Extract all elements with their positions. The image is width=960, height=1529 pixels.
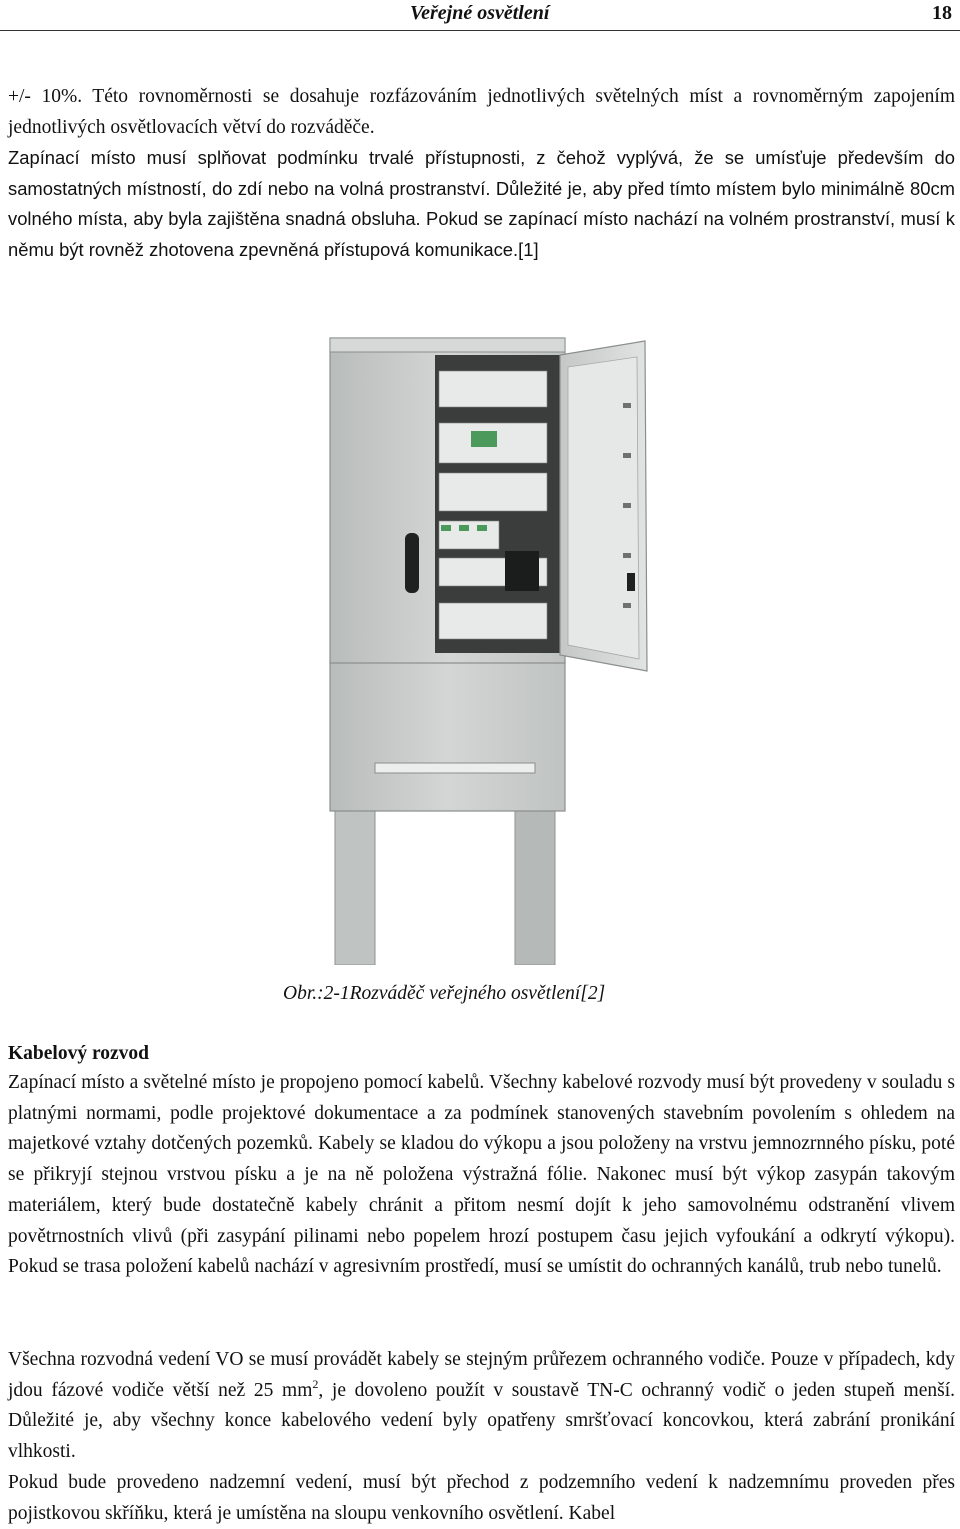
section-paragraph-2-part-a: Všechna rozvodná vedení VO se musí provádět kabely se stejným průřezem ochranného vodiče. Pouze v případech, kdy jdou fázové vodiče větší než 25 mm bbox=[8, 1349, 955, 1401]
intro-paragraph-1: +/- 10%. Této rovnoměrnosti se dosahuje rozfázováním jednotlivých světelných míst a rovnoměrným zapojením jednotlivých osvětlovacích větví do rozváděče. bbox=[8, 86, 955, 138]
section-paragraph-2 bbox=[8, 1345, 955, 1468]
header-title: Veřejné osvětlení bbox=[410, 2, 550, 24]
section-paragraph-2-part-b: , je dovoleno použít v soustavě TN-C ochranný vodič o jeden stupeň menší. Důležité je, aby všechny konce kabelového vedení byly opatřeny smršťovací koncovkou, která zabrání pronikání vlhkosti. bbox=[8, 1379, 955, 1463]
switchboard-image bbox=[325, 333, 655, 965]
section-paragraph-1: Zapínací místo a světelné místo je propojeno pomocí kabelů. Všechny kabelové rozvody musí být provedeny v souladu s platnými normami, podle projektové dokumentace a za podmínek stanovených stavebním povolením s ohledem na majetkové vztahy dotčených pozemků. Kabely se kladou do výkopu a jsou položeny na vrstvu jemnozrnného písku, poté se přikryjí stejnou vrstvou písku a je na ně položena výstražná fólie. Nakonec musí být výkop zasypán takovým materiálem, který bude dostatečně kabely chránit a přitom nesmí dojít k jeho samovolnému odstranění vlivem povětrnostních vlivů (při zasypání pilinami nebo popelem hrozí postupem času jejich vyfoukání a odkrytí výkopu). Pokud se trasa položení kabelů nachází v agresivním prostředí, musí se umístit do ochranných kanálů, trub nebo tunelů. bbox=[8, 1072, 955, 1278]
figure-caption: Obr.:2-1Rozváděč veřejného osvětlení[2] bbox=[283, 983, 606, 1004]
page-number: 18 bbox=[932, 2, 952, 24]
intro-paragraph-2: Zapínací místo musí splňovat podmínku trvalé přístupnosti, z čehož vyplývá, že se umísťuje především do samostatných místností, do zdí nebo na volná prostranství. Důležité je, aby před tímto místem bylo minimálně 80cm volného místa, aby byla zajištěna snadná obsluha. Pokud se zapínací místo nachází na volném prostranství, musí k němu být rovněž zhotovena zpevněná přístupová komunikace.[1] bbox=[8, 147, 955, 261]
section-paragraph-3: Pokud bude provedeno nadzemní vedení, musí být přechod z podzemního vedení k nadzemnímu proveden přes pojistkovou skříňku, která je umístěna na sloupu venkovního osvětlení. Kabel bbox=[8, 1472, 955, 1524]
switchboard-figure bbox=[325, 333, 655, 965]
superscript-2: 2 bbox=[312, 1376, 319, 1391]
section-heading: Kabelový rozvod bbox=[8, 1043, 150, 1064]
page-header bbox=[0, 0, 960, 31]
